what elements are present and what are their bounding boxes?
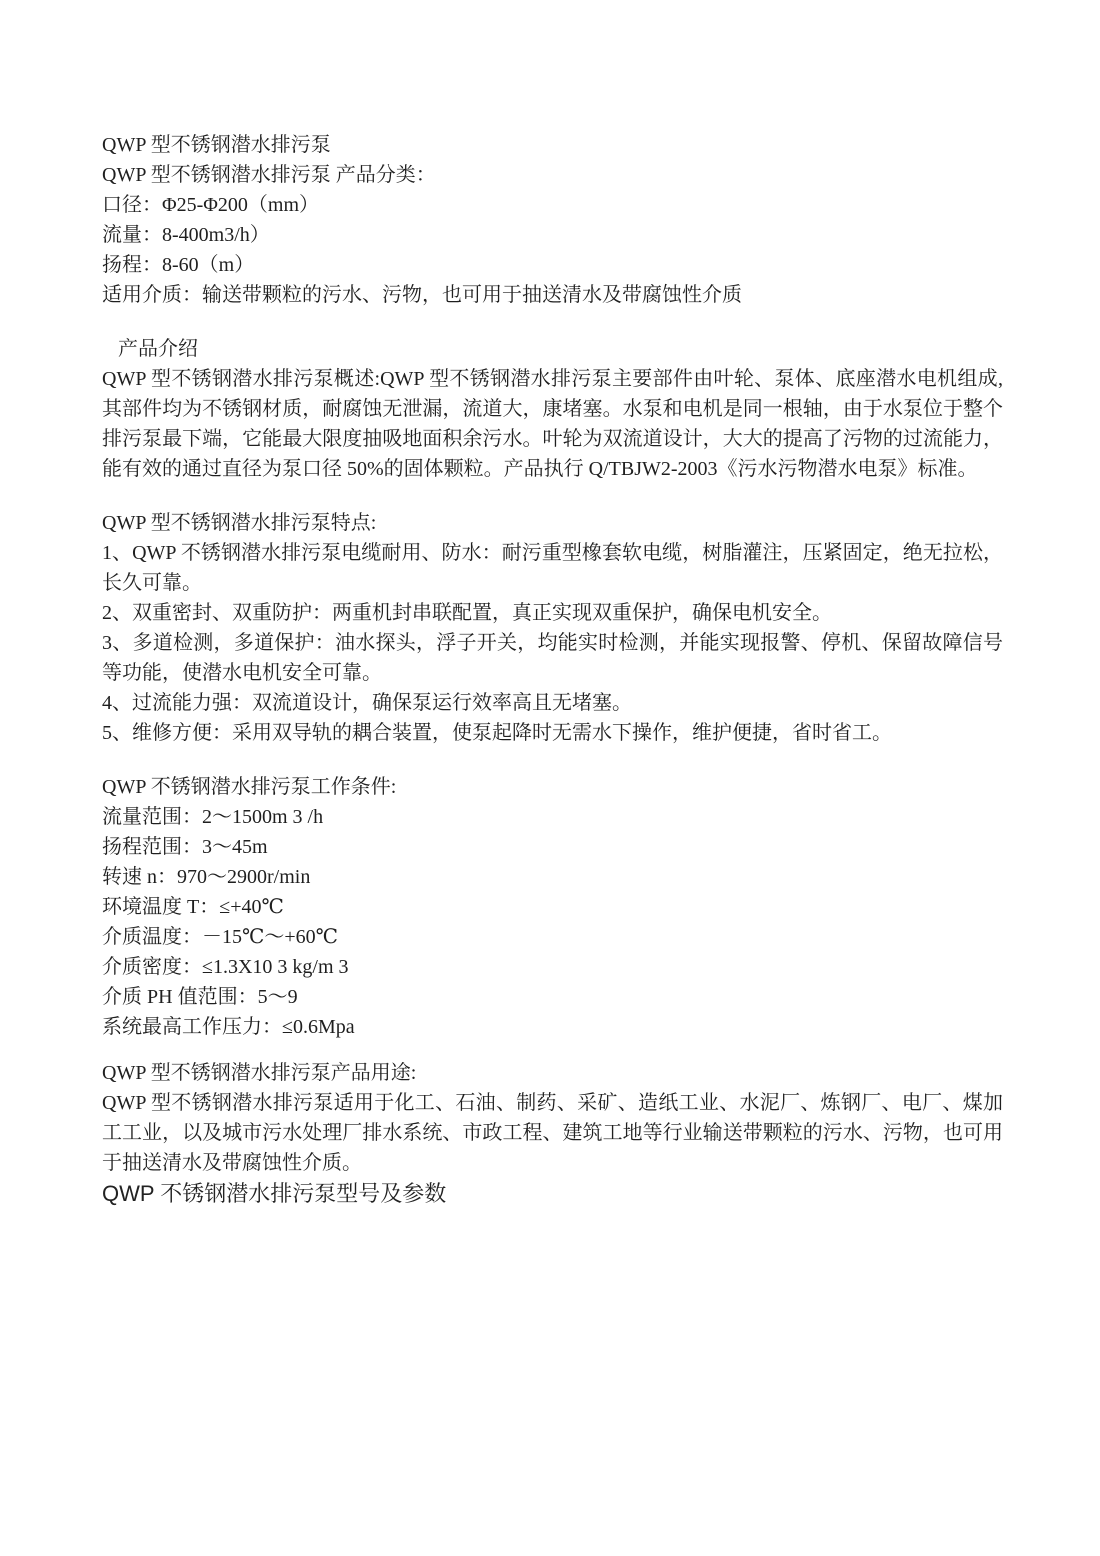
classification-line: QWP 型不锈钢潜水排污泵 产品分类：	[102, 164, 436, 186]
features-heading: QWP 型不锈钢潜水排污泵特点:	[102, 512, 377, 534]
condition-item: 环境温度 T：≤+40℃	[102, 896, 284, 918]
spec-diameter: 口径：Φ25-Φ200（mm）	[102, 194, 320, 216]
condition-item: 介质密度：≤1.3X10 3 kg/m 3	[102, 956, 349, 978]
section-intro	[102, 334, 1003, 484]
feature-item: 1、QWP 不锈钢潜水排污泵电缆耐用、防水：耐污重型橡套软电缆，树脂灌注，压紧固定，绝无拉松，长久可靠。	[102, 542, 1003, 594]
spec-head: 扬程：8-60（m）	[102, 254, 255, 276]
conditions-heading: QWP 不锈钢潜水排污泵工作条件:	[102, 776, 397, 798]
intro-paragraph: QWP 型不锈钢潜水排污泵概述:QWP 型不锈钢潜水排污泵主要部件由叶轮、泵体、底座潜水电机组成,其部件均为不锈钢材质，耐腐蚀无泄漏，流道大，康堵塞。水泵和电机是同一根轴，由于水泵位于整个排污泵最下端，它能最大限度抽吸地面积余污水。叶轮为双流道设计，大大的提高了污物的过流能力，能有效的通过直径为泵口径 50%的固体颗粒。产品执行 Q/TBJW2-2003《污水污物潜水电泵》标准。	[102, 368, 1003, 480]
section-features	[102, 508, 1003, 748]
uses-paragraph: QWP 型不锈钢潜水排污泵适用于化工、石油、制药、采矿、造纸工业、水泥厂、炼钢厂、电厂、煤加工工业，以及城市污水处理厂排水系统、市政工程、建筑工地等行业输送带颗粒的污水、污物，也可用于抽送清水及带腐蚀性介质。	[102, 1092, 1003, 1174]
condition-item: 扬程范围：3～45m	[102, 836, 268, 858]
feature-item: 2、双重密封、双重防护：两重机封串联配置，真正实现双重保护，确保电机安全。	[102, 602, 832, 624]
intro-heading: 产品介绍	[118, 338, 198, 360]
condition-item: 介质 PH 值范围：5～9	[102, 986, 298, 1008]
condition-item: 转速 n：970～2900r/min	[102, 866, 311, 888]
section-conditions	[102, 772, 1003, 1042]
condition-item: 介质温度：－15℃～+60℃	[102, 926, 339, 948]
condition-item: 流量范围：2～1500m 3 /h	[102, 806, 324, 828]
feature-item: 4、过流能力强：双流道设计，确保泵运行效率高且无堵塞。	[102, 692, 632, 714]
models-params-heading: QWP 不锈钢潜水排污泵型号及参数	[102, 1181, 447, 1206]
page-title: QWP 型不锈钢潜水排污泵	[102, 134, 331, 156]
feature-item: 5、维修方便：采用双导轨的耦合装置，使泵起降时无需水下操作，维护便捷，省时省工。	[102, 722, 892, 744]
uses-heading: QWP 型不锈钢潜水排污泵产品用途:	[102, 1062, 417, 1084]
spec-flow: 流量：8-400m3/h）	[102, 224, 270, 246]
feature-item: 3、多道检测，多道保护：油水探头，浮子开关，均能实时检测，并能实现报警、停机、保留故障信号等功能，使潜水电机安全可靠。	[102, 632, 1003, 684]
condition-item: 系统最高工作压力：≤0.6Mpa	[102, 1016, 355, 1038]
document-content	[102, 130, 1003, 1210]
spec-medium: 适用介质：输送带颗粒的污水、污物，也可用于抽送清水及带腐蚀性介质	[102, 284, 742, 306]
section-uses	[102, 1058, 1003, 1178]
